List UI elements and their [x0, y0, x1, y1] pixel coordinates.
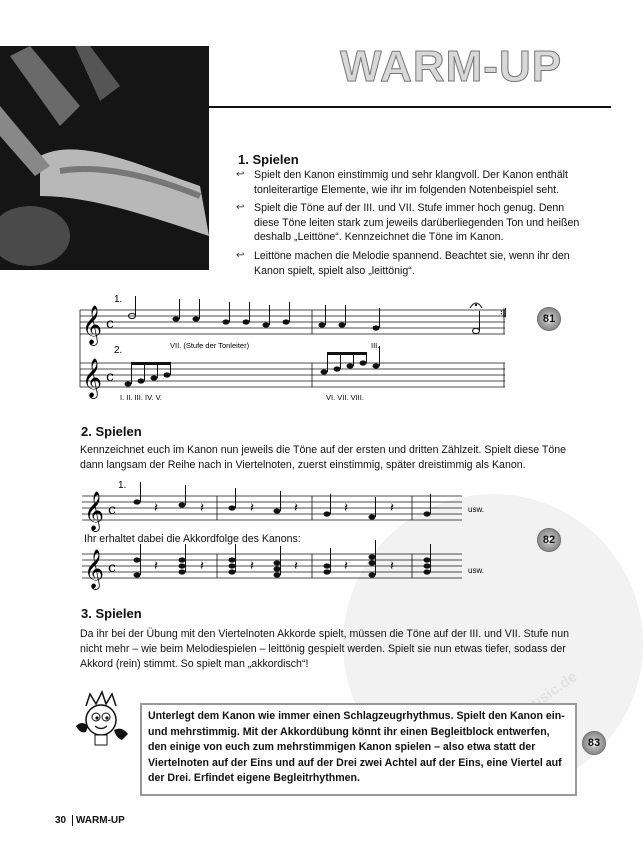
section2-text: Kennzeichnet euch im Kanon nun jeweils die Töne auf der ersten und dritten Zählzeit. Spielt diese Töne dann langsam der Reihe nach in Viertelnoten, zuerst einstimmig, später dreistimmig als Kanon.: [80, 444, 567, 471]
svg-text:𝄽: 𝄽: [200, 559, 204, 574]
section3-heading: 3. Spielen: [81, 606, 142, 621]
usw-2: usw.: [468, 566, 485, 575]
lightbulb-mascot-icon: [72, 690, 132, 760]
section3-text: Da ihr bei der Übung mit den Viertelnoten Akkorde spielt, müssen die Töne auf der III. und VII. Stufe nun nicht mehr – wie beim Melodiespielen – leittönig gespielt werden. Spielt sie nun etwas tiefer, sodass der Akkord (rein) stimmt. So spielt man „akkordisch“!: [80, 628, 569, 670]
svg-text:𝄞: 𝄞: [84, 549, 105, 589]
header-rule: [209, 106, 611, 108]
score1-label1: 1.: [114, 294, 123, 305]
svg-text:𝄽: 𝄽: [294, 501, 298, 516]
score-melody: [80, 290, 510, 405]
svg-text:𝄞: 𝄞: [82, 358, 103, 398]
bullet-item: ↩ Leittöne machen die Melodie spannend. Beachtet sie, wenn ihr den Kanon spielt, spielt also „leittönig“.: [254, 249, 584, 278]
score2-label1: 1.: [118, 480, 127, 491]
svg-text:𝄽: 𝄽: [200, 501, 204, 516]
tip-text: Unterlegt dem Kanon wie immer einen Schlagzeugrhythmus. Spielt den Kanon ein- und mehrstimmig. Mit der Akkordübung könnt ihr einen Begleitblock entwerfen, den einige von euch zum mehrstimmigen Kanon spielen – also etwa statt der Viertelnoten auf der Eins und auf der Drei zwei Achtel auf der Eins, eine Viertel auf der Drei. Erfindet eigene Begleitrhythmen.: [148, 710, 565, 784]
annot-iii: III.: [371, 341, 380, 350]
section1-bullets: [236, 168, 584, 282]
section1-heading: 1. Spielen: [238, 152, 299, 167]
page-title: WARM-UP: [340, 42, 563, 91]
svg-text:𝄽: 𝄽: [250, 501, 254, 516]
roman-left: I. II. III. IV. V.: [120, 393, 162, 402]
svg-text:𝄽: 𝄽: [250, 559, 254, 574]
annot-vii: VII. (Stufe der Tonleiter): [170, 341, 250, 350]
svg-text:𝄽: 𝄽: [390, 501, 394, 516]
svg-text:c: c: [108, 502, 116, 518]
tip-box: [140, 703, 577, 796]
chords-intro: Ihr erhaltet dabei die Akkordfolge des Kanons:: [84, 533, 301, 545]
svg-text:𝄇: 𝄇: [500, 306, 506, 320]
usw-1: usw.: [468, 505, 485, 514]
audio-track-icon[interactable]: 81: [537, 307, 561, 331]
roman-right: VI. VII. VIII.: [326, 393, 364, 402]
score1-label2: 2.: [114, 345, 123, 356]
saxophone-photo: [0, 46, 209, 270]
footer-section: WARM-UP: [75, 815, 125, 826]
svg-text:𝄽: 𝄽: [344, 559, 348, 574]
audio-track-icon[interactable]: 82: [537, 528, 561, 552]
svg-text:𝄞: 𝄞: [84, 491, 105, 531]
svg-text:𝄽: 𝄽: [344, 501, 348, 516]
page-footer: [55, 815, 125, 826]
svg-text:𝄽: 𝄽: [154, 501, 158, 516]
svg-text:𝄽: 𝄽: [390, 559, 394, 574]
bullet-item: ↩ Spielt die Töne auf der III. und VII. Stufe immer hoch genug. Denn diese Töne leiten stark zum jeweils darüberliegenden Ton und heißen deshalb „Leittöne“. Kennzeichnet die Töne im Kanon.: [254, 201, 584, 245]
bullet-item: ↩ Spielt den Kanon einstimmig und sehr klangvoll. Der Kanon enthält tonleiterartige Elemente, wie ihr im folgenden Notenbeispiel seht.: [254, 168, 584, 197]
audio-track-icon[interactable]: 83: [582, 731, 606, 755]
svg-text:𝄽: 𝄽: [294, 559, 298, 574]
svg-text:c: c: [108, 560, 116, 576]
svg-text:𝄽: 𝄽: [154, 559, 158, 574]
section2-heading: 2. Spielen: [81, 424, 142, 439]
page-number: 30: [55, 815, 67, 826]
svg-text:𝄞: 𝄞: [82, 305, 103, 345]
svg-text:c: c: [106, 316, 114, 332]
svg-text:c: c: [106, 369, 114, 385]
